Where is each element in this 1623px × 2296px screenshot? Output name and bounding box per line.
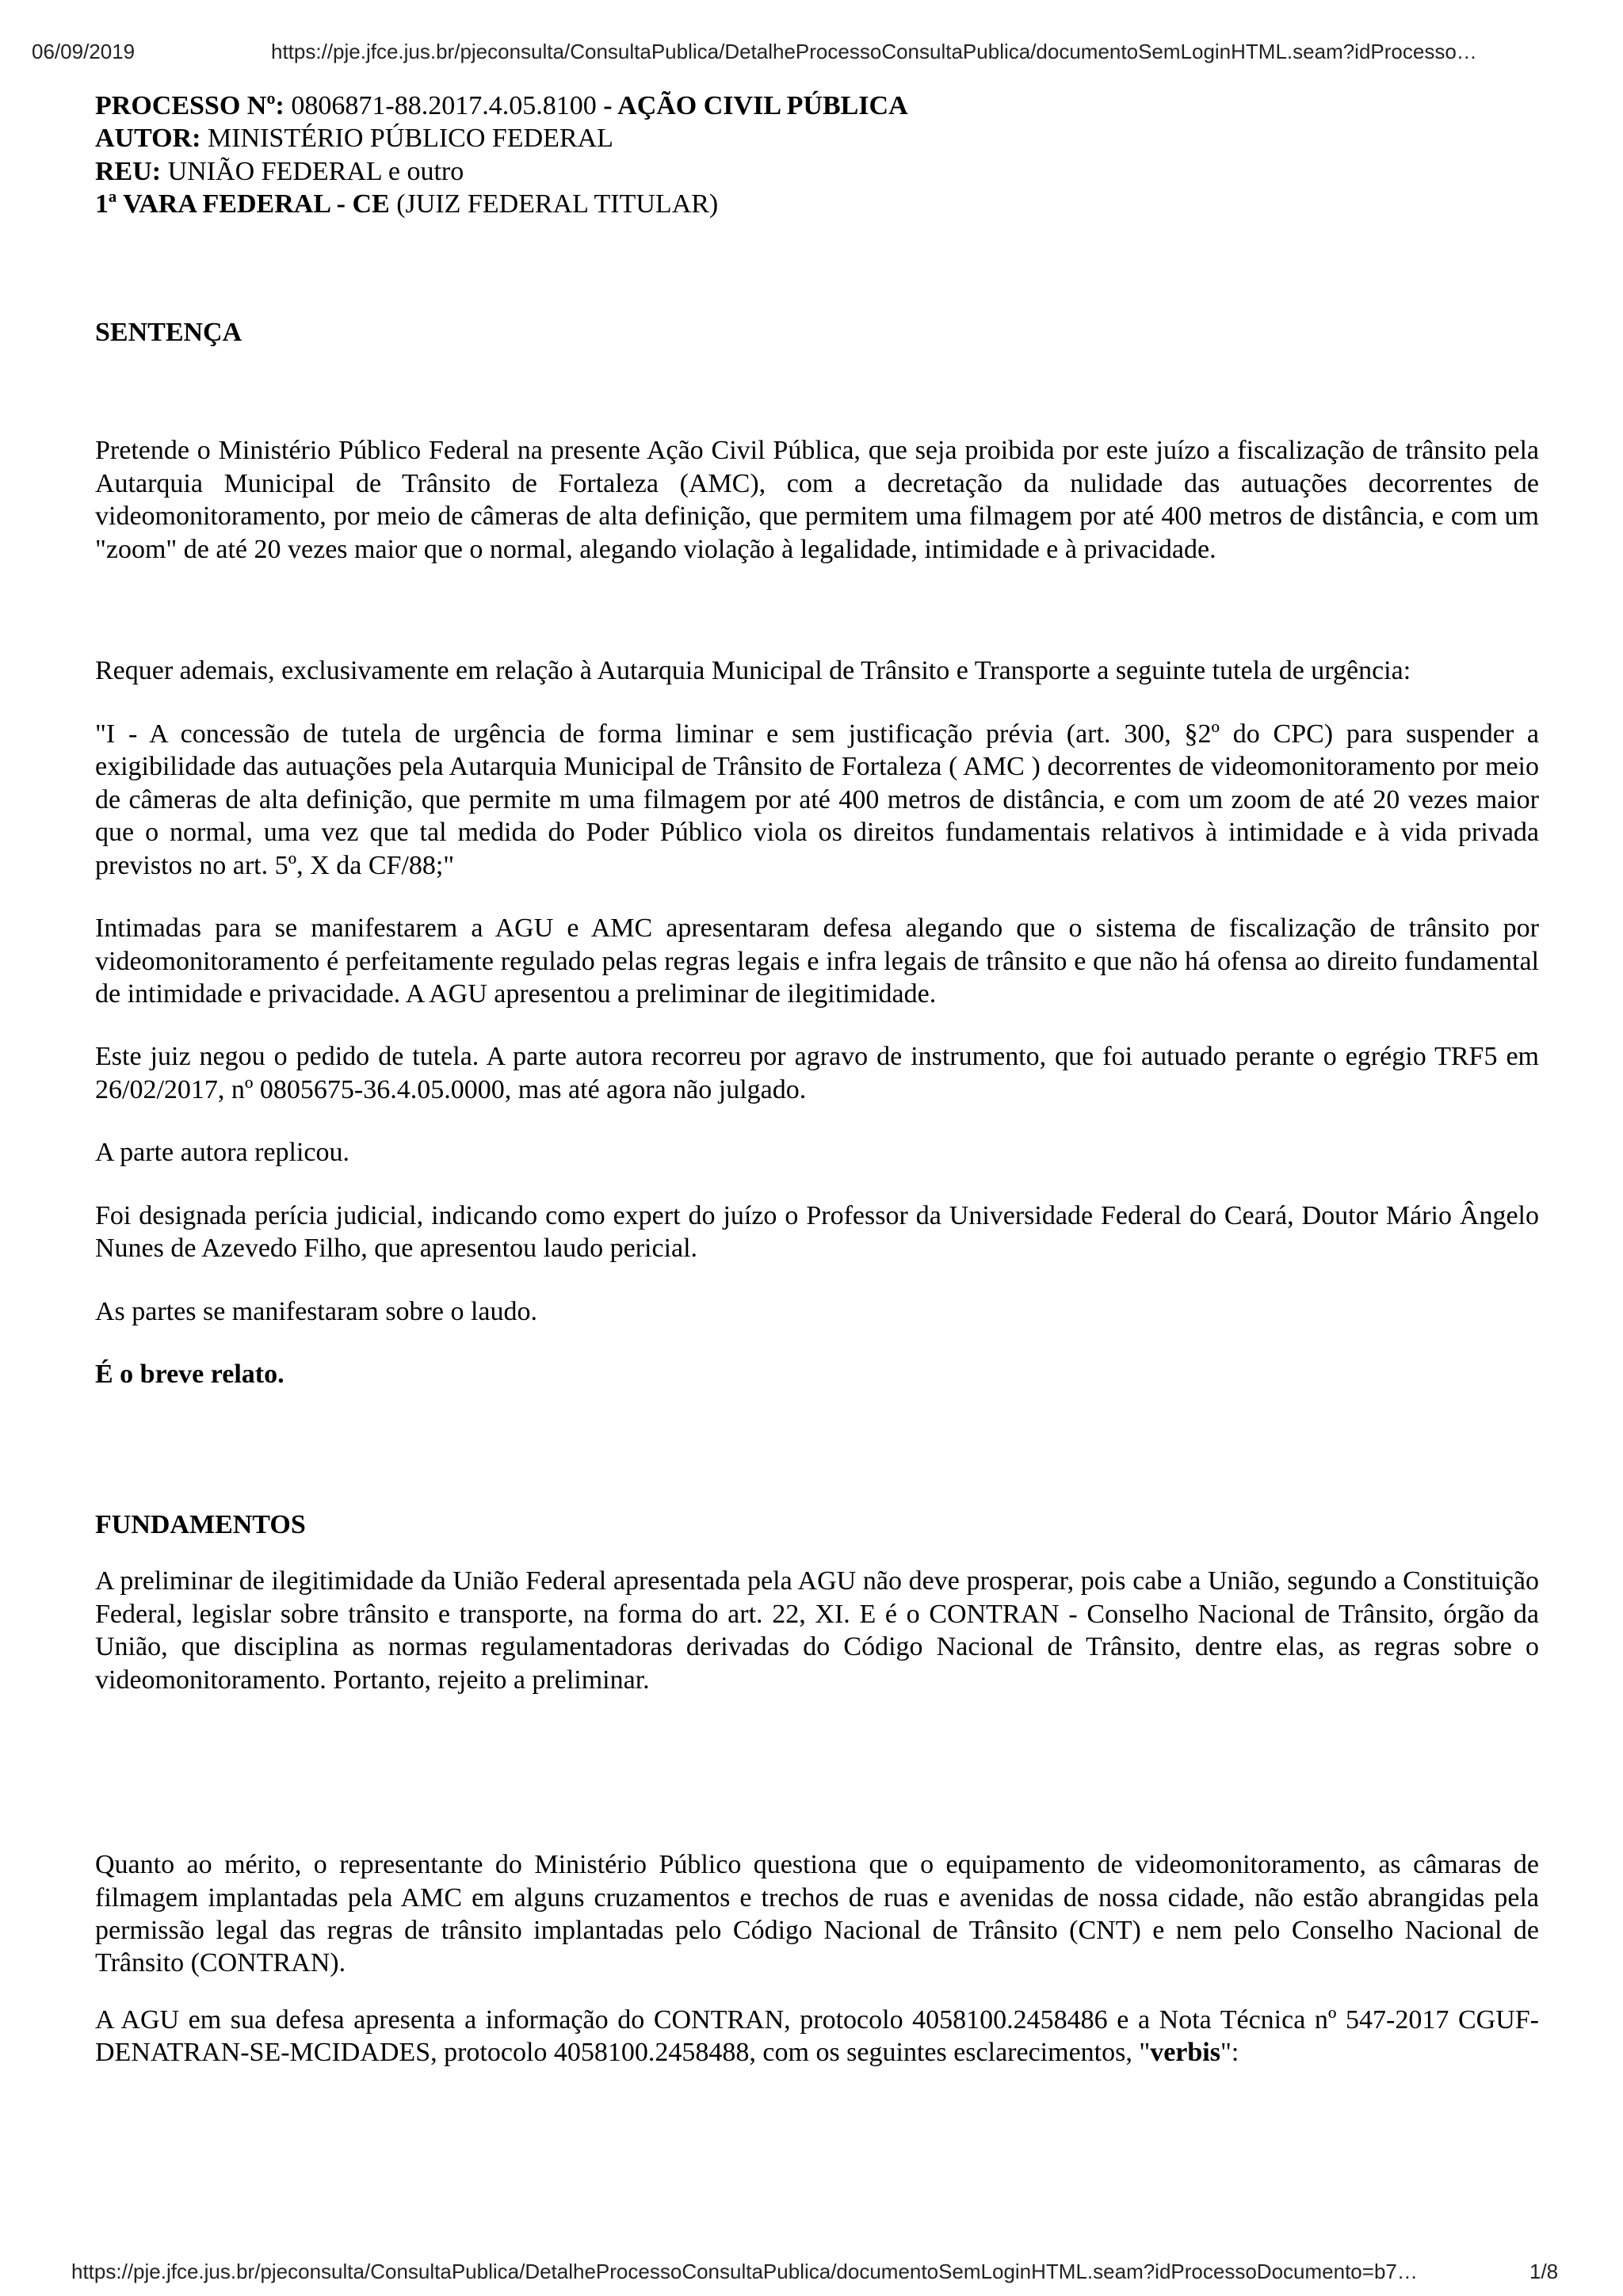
- reu-label: REU:: [95, 156, 162, 186]
- sentenca-paragraph-2: Requer ademais, exclusivamente em relação à Autarquia Municipal de Trânsito e Transporte a seguinte tutela de urgência:: [95, 656, 1411, 686]
- sentenca-paragraph-3: "I - A concessão de tutela de urgência de forma liminar e sem justificação prévia (art. 300, §2º do CPC) para suspender a exigibilidade das autuações pela Autarquia Municipal de Trânsito de Fortaleza ( AMC ) decorrentes de videomonitoramento por meio de câmeras de alta definição, que permite m uma filmagem por até 400 metros de distância, e com um zoom de até 20 vezes maior que o normal, uma vez que tal medida do Poder Público viola os direitos fundamentais relativos à intimidade e à vida privada previstos no art. 5º, X da CF/88;": [95, 719, 1539, 880]
- autor-line: [95, 122, 1539, 154]
- sentenca-paragraph-6: A parte autora replicou.: [95, 1138, 349, 1168]
- print-url: https://pje.jfce.jus.br/pjeconsulta/ConsultaPublica/DetalheProcessoConsultaPublica/documentoSemLoginHTML.seam?idProcesso…: [271, 40, 1477, 63]
- sentenca-paragraph-7: Foi designada perícia judicial, indicando como expert do juízo o Professor da Universidade Federal do Ceará, Doutor Mário Ângelo Nunes de Azevedo Filho, que apresentou laudo pericial.: [95, 1200, 1539, 1264]
- action-type: - AÇÃO CIVIL PÚBLICA: [603, 91, 908, 120]
- case-header: [95, 90, 1539, 221]
- document-body: [95, 90, 1539, 2069]
- sentenca-paragraph-8: As partes se manifestaram sobre o laudo.: [95, 1296, 537, 1326]
- page-number: 1/8: [1529, 2260, 1559, 2283]
- autor-label: AUTOR:: [95, 124, 201, 154]
- vara-line: [95, 188, 1539, 220]
- processo-number: 0806871-88.2017.4.05.8100: [291, 91, 597, 120]
- sentenca-paragraph-4: Intimadas para se manifestarem a AGU e AMC apresentaram defesa alegando que o sistema de fiscalização de trânsito por videomonitoramento é perfeitamente regulado pelas regras legais e infra legais de trânsito e que não há ofensa ao direito fundamental de intimidade e privacidade. A AGU apresentou a preliminar de ilegitimidade.: [95, 913, 1539, 1009]
- vara-value: (JUIZ FEDERAL TITULAR): [396, 189, 719, 219]
- fundamentos-title: FUNDAMENTOS: [95, 1509, 306, 1539]
- fundamentos-paragraph-2: Quanto ao mérito, o representante do Ministério Público questiona que o equipamento de videomonitoramento, as câmaras de filmagem implantadas pela AMC em alguns cruzamentos e trechos de ruas e avenidas de nossa cidade, não estão abrangidas pela permissão legal das regras de trânsito implantadas pelo Código Nacional de Trânsito (CNT) e nem pelo Conselho Nacional de Trânsito (CONTRAN).: [95, 1850, 1539, 1978]
- fundamentos-paragraph-1: A preliminar de ilegitimidade da União Federal apresentada pela AGU não deve prosperar, pois cabe a União, segundo a Constituição Federal, legislar sobre trânsito e transporte, na forma do art. 22, XI. E é o CONTRAN - Conselho Nacional de Trânsito, órgão da União, que disciplina as normas regulamentadoras derivadas do Código Nacional de Trânsito, dentre elas, as regras sobre o videomonitoramento. Portanto, rejeito a preliminar.: [95, 1566, 1539, 1695]
- autor-value: MINISTÉRIO PÚBLICO FEDERAL: [208, 124, 613, 154]
- processo-line: [95, 90, 1539, 122]
- reu-value: UNIÃO FEDERAL e outro: [167, 156, 464, 186]
- sentenca-paragraph-5: Este juiz negou o pedido de tutela. A parte autora recorreu por agravo de instrumento, que foi autuado perante o egrégio TRF5 em 26/02/2017, nº 0805675-36.4.05.0000, mas até agora não julgado.: [95, 1042, 1539, 1104]
- footer-url: https://pje.jfce.jus.br/pjeconsulta/ConsultaPublica/DetalheProcessoConsultaPublica/documentoSemLoginHTML.seam?idProcessoDocumento=b7…: [71, 2260, 1418, 2283]
- breve-relato: É o breve relato.: [95, 1360, 285, 1390]
- verbis-term: verbis: [1150, 2038, 1220, 2068]
- processo-label: PROCESSO Nº:: [95, 91, 285, 120]
- sentenca-paragraph-1: Pretende o Ministério Público Federal na presente Ação Civil Pública, que seja proibida por este juízo a fiscalização de trânsito pela Autarquia Municipal de Trânsito de Fortaleza (AMC), com a decretação da nulidade das autuações decorrentes de videomonitoramento, por meio de câmeras de alta definição, que permitem uma filmagem por até 400 metros de distância, e com um "zoom" de até 20 vezes maior que o normal, alegando violação à legalidade, intimidade e à privacidade.: [95, 436, 1539, 564]
- print-date: 06/09/2019: [32, 40, 136, 63]
- sentenca-title: SENTENÇA: [95, 317, 242, 347]
- fundamentos-paragraph-3: [95, 2004, 1539, 2069]
- reu-line: [95, 155, 1539, 188]
- vara-label: 1ª VARA FEDERAL - CE: [95, 189, 390, 219]
- fundamentos-paragraph-3-text: A AGU em sua defesa apresenta a informação do CONTRAN, protocolo 4058100.2458486 e a Nota Técnica nº 547-2017 CGUF-DENATRAN-SE-MCIDADES, protocolo 4058100.2458488, com os seguintes esclarecimentos, ": [95, 2004, 1539, 2068]
- fundamentos-paragraph-3-end: ":: [1220, 2038, 1239, 2068]
